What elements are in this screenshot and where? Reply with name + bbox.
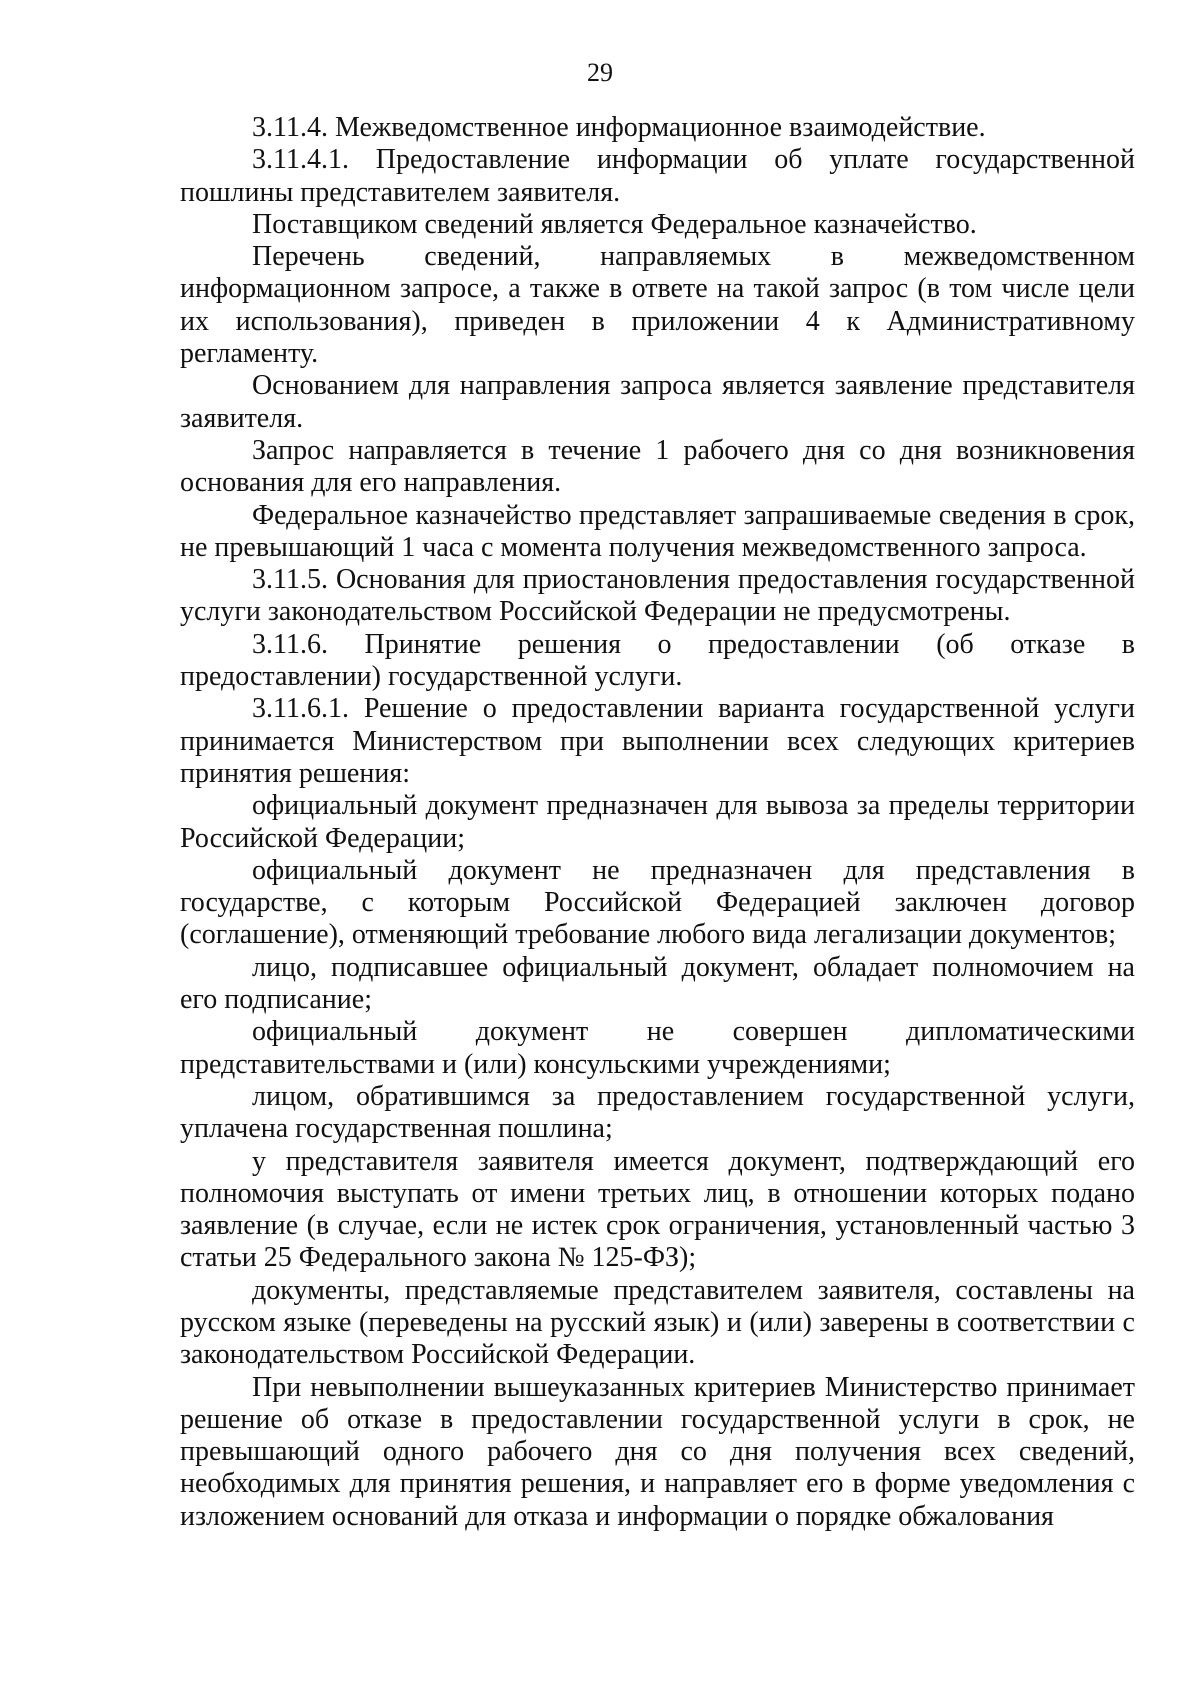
criterion-language: документы, представляемые представителем заявителя, составлены на русском языке (переведены на русский язык) и (или) заверены в соответствии с законодательством Российской Федерации. xyxy=(180,1274,1135,1371)
criterion-not-for-treaty-state: официальный документ не предназначен для представления в государстве, с которым Российской Федерацией заключен договор (соглашение), отменяющий требование любого вида легализации документов; xyxy=(180,854,1135,951)
paragraph-list-of-information: Перечень сведений, направляемых в межведомственном информационном запросе, а также в ответе на такой запрос (в том числе цели их использования), приведен в приложении 4 к Административному регламенту. xyxy=(180,241,1135,370)
criterion-export: официальный документ предназначен для вывоза за пределы территории Российской Федерации; xyxy=(180,790,1135,854)
paragraph-3-11-4-1-heading: 3.11.4.1. Предоставление информации об уплате государственной пошлины представителем заявителя. xyxy=(180,144,1135,208)
paragraph-request-timing: Запрос направляется в течение 1 рабочего дня со дня возникновения основания для его направления. xyxy=(180,434,1135,499)
page-number: 29 xyxy=(587,58,613,87)
paragraph-3-11-6-1: 3.11.6.1. Решение о предоставлении варианта государственной услуги принимается Министерством при выполнении всех следующих критериев принятия решения: xyxy=(180,693,1135,789)
criterion-representative-authority: у представителя заявителя имеется документ, подтверждающий его полномочия выступать от имени третьих лиц, в отношении которых подано заявление (в случае, если не истек срок ограничения, установленный частью 3 статьи 25 Федерального закона № 125-ФЗ); xyxy=(180,1145,1135,1274)
paragraph-request-basis: Основанием для направления запроса является заявление представителя заявителя. xyxy=(180,370,1135,434)
paragraph-3-11-4-heading: 3.11.4. Межведомственное информационное взаимодействие. xyxy=(252,112,986,143)
paragraph-treasury-response: Федеральное казначейство представляет запрашиваемые сведения в срок, не превышающий 1 часа с момента получения межведомственного запроса. xyxy=(180,499,1135,563)
paragraph-supplier: Поставщиком сведений является Федеральное казначейство. xyxy=(252,208,977,240)
paragraph-3-11-5: 3.11.5. Основания для приостановления предоставления государственной услуги законодательством Российской Федерации не предусмотрены. xyxy=(180,564,1135,628)
criterion-signer-authority: лицо, подписавшее официальный документ, обладает полномочием на его подписание; xyxy=(180,951,1135,1016)
paragraph-refusal: При невыполнении вышеуказанных критериев Министерство принимает решение об отказе в предоставлении государственной услуги в срок, не превышающий одного рабочего дня со дня получения всех сведений, необходимых для принятия решения, и направляет его в форме уведомления с изложением оснований для отказа и информации о порядке обжалования xyxy=(180,1371,1135,1532)
criterion-fee-paid: лицом, обратившимся за предоставлением государственной услуги, уплачена государственная пошлина; xyxy=(180,1080,1135,1145)
criterion-not-diplomatic: официальный документ не совершен дипломатическими представительствами и (или) консульскими учреждениями; xyxy=(180,1016,1135,1080)
document-body xyxy=(180,112,1135,1533)
paragraph-3-11-6-heading: 3.11.6. Принятие решения о предоставлении (об отказе в предоставлении) государственной услуги. xyxy=(180,628,1135,693)
